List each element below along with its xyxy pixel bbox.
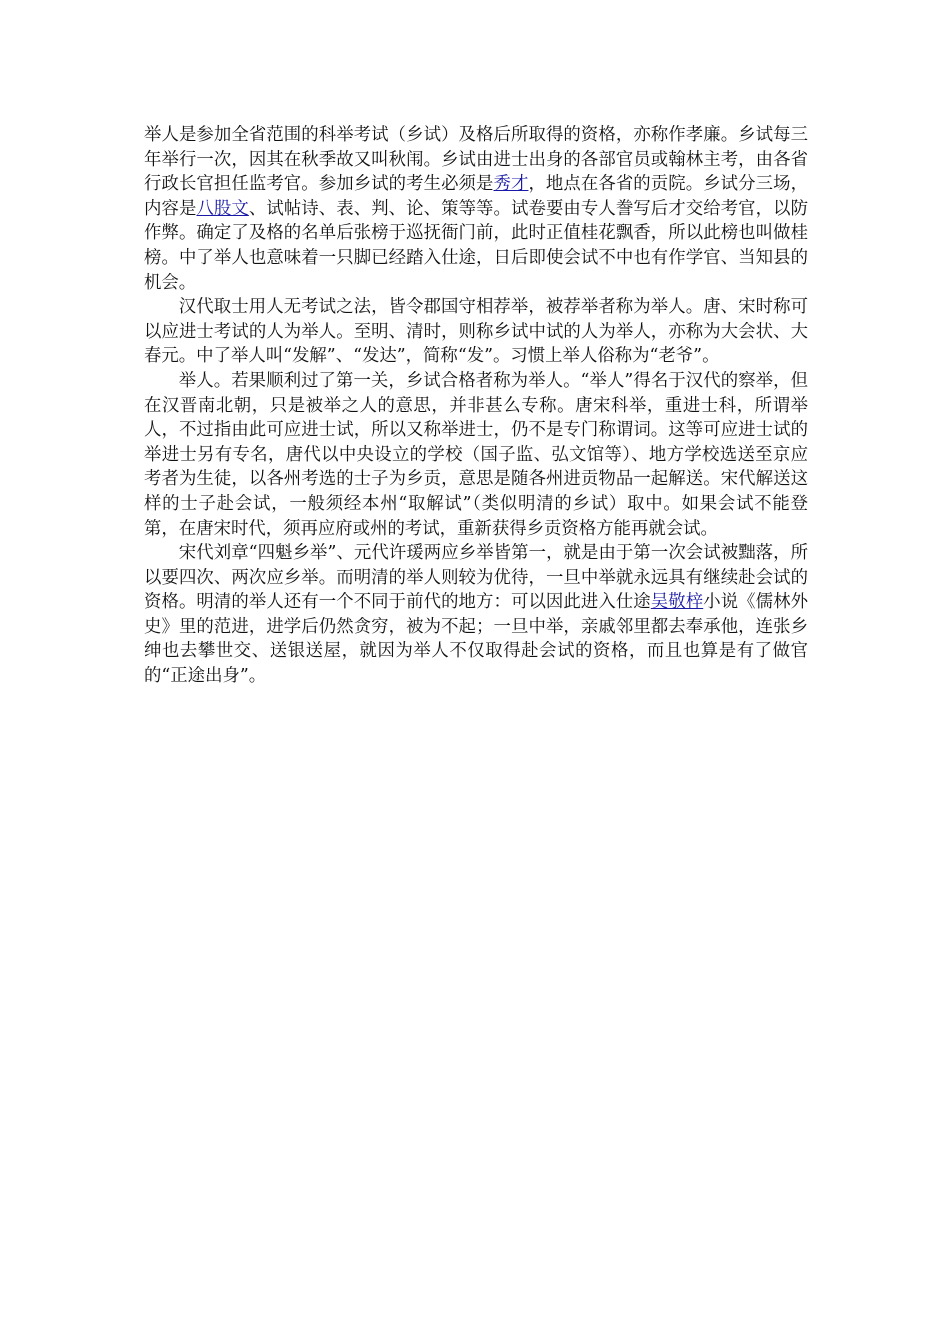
paragraph-4-text-b: 小说《儒林外史》里的范进，进学后仍然贪穷，被为不起；一旦中举，亲戚邻里都去奉承他，连张乡绅也去攀世交、送银送屋，就因为举人不仅取得赴会试的资格，而且也算是有了做官的“正途出身”。 [144, 592, 808, 687]
paragraph-4-text-a: 宋代刘章“四魁乡举”、元代许瑗两应乡举皆第一，就是由于第一次会试被黜落，所以要四次、两次应乡举。而明清的举人则较为优待，一旦中举就永远具有继续赴会试的资格。明清的举人还有一个不同于前代的地方：可以因此进入仕途 [144, 543, 808, 613]
paragraph-1-text-a: 举人是参加全省范围的科举考试（乡试）及格后所取得的资格，亦称作孝廉。乡试每三年举行一次，因其在秋季故又叫秋闱。乡试由进士出身的各部官员或翰林主考，由各省行政长官担任监考官。参加乡试的考生必须是 [144, 125, 808, 195]
paragraph-1-text-b: ，地点在各省的贡院。乡试分三场，内容是 [144, 174, 808, 219]
link-wu-jingzi[interactable]: 吴敬梓 [650, 592, 704, 613]
paragraph-3: 举人。若果顺利过了第一关，乡试合格者称为举人。“举人”得名于汉代的察举，但在汉晋南北朝，只是被举之人的意思，并非甚么专称。唐宋科举，重进士科，所谓举人，不过指由此可应进士试，所以又称举进士，仍不是专门称谓词。这等可应进士试的举进士另有专名，唐代以中央设立的学校（国子监、弘文馆等）、地方学校选送至京应考者为生徒，以各州考选的士子为乡贡，意思是随各州进贡物品一起解送。宋代解送这样的士子赴会试，一般须经本州“取解试”（类似明清的乡试）取中。如果会试不能登第，在唐宋时代，须再应府或州的考试，重新获得乡贡资格方能再就会试。 [144, 370, 808, 539]
paragraph-1-text-c: 、试帖诗、表、判、论、策等等。试卷要由专人誊写后才交给考官，以防作弊。确定了及格的名单后张榜于巡抚衙门前，此时正值桂花飘香，所以此榜也叫做桂榜。中了举人也意味着一只脚已经踏入仕途，日后即使会试不中也有作学官、当知县的机会。 [144, 198, 808, 293]
link-xiucai[interactable]: 秀才 [493, 174, 529, 195]
paragraph-1 [144, 123, 808, 295]
link-baguwen[interactable]: 八股文 [196, 198, 249, 219]
paragraph-2: 汉代取士用人无考试之法，皆令郡国守相荐举，被荐举者称为举人。唐、宋时称可以应进士考试的人为举人。至明、清时，则称乡试中试的人为举人，亦称为大会状、大春元。中了举人叫“发解”、“发达”，简称“发”。习惯上举人俗称为“老爷”。 [144, 297, 808, 367]
document-body [144, 123, 808, 689]
paragraph-4 [144, 541, 808, 689]
